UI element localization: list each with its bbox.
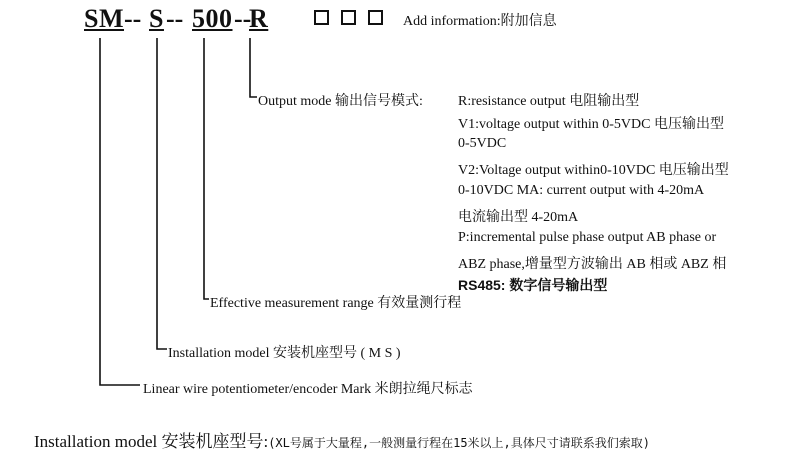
model-code-s: S (149, 4, 164, 33)
linear-wire-mark-label: Linear wire potentiometer/encoder Mark 米朗拉绳尺标志 (143, 382, 473, 397)
output-mode-line: V1:voltage output within 0-5VDC 电压输出型 (458, 117, 724, 132)
model-code-sm: SM (84, 4, 124, 33)
output-mode-rs485: RS485: 数字信号输出型 (458, 277, 608, 293)
leader-line-installation (157, 38, 167, 349)
model-code-500: 500 (192, 4, 233, 33)
output-mode-line: 0-5VDC (458, 136, 507, 151)
output-mode-line: 0-10VDC MA: current output with 4-20mA (458, 183, 705, 198)
leader-line-linear-wire (100, 38, 140, 385)
output-mode-label: Output mode 输出信号模式: (258, 94, 423, 109)
footer-installation-label: Installation model 安装机座型号: (34, 432, 269, 451)
output-mode-line: ABZ phase,增量型方波输出 AB 相或 ABZ 相 (458, 257, 727, 272)
footer-range-note: (XL号属于大量程,一般测量行程在15米以上,具体尺寸请联系我们索取) (268, 436, 651, 450)
footer-note (34, 427, 650, 452)
add-information-label: Add information:附加信息 (403, 14, 557, 29)
model-code-separator: -- (124, 4, 142, 33)
output-mode-line: R:resistance output 电阻输出型 (458, 94, 640, 109)
leader-line-effective-range (204, 38, 209, 299)
model-code-separator: -- (166, 4, 184, 33)
effective-range-label: Effective measurement range 有效量测行程 (210, 296, 462, 311)
output-mode-line: V2:Voltage output within0-10VDC 电压输出型 (458, 163, 729, 178)
model-code-r: R (249, 4, 269, 33)
installation-model-label: Installation model 安装机座型号 ( M S ) (168, 346, 401, 361)
output-mode-line: 电流输出型 4-20mA (458, 210, 579, 225)
output-mode-line: P:incremental pulse phase output AB phase or (458, 230, 717, 245)
leader-line-output-mode (250, 38, 257, 97)
model-code-separator: -- (234, 4, 252, 33)
